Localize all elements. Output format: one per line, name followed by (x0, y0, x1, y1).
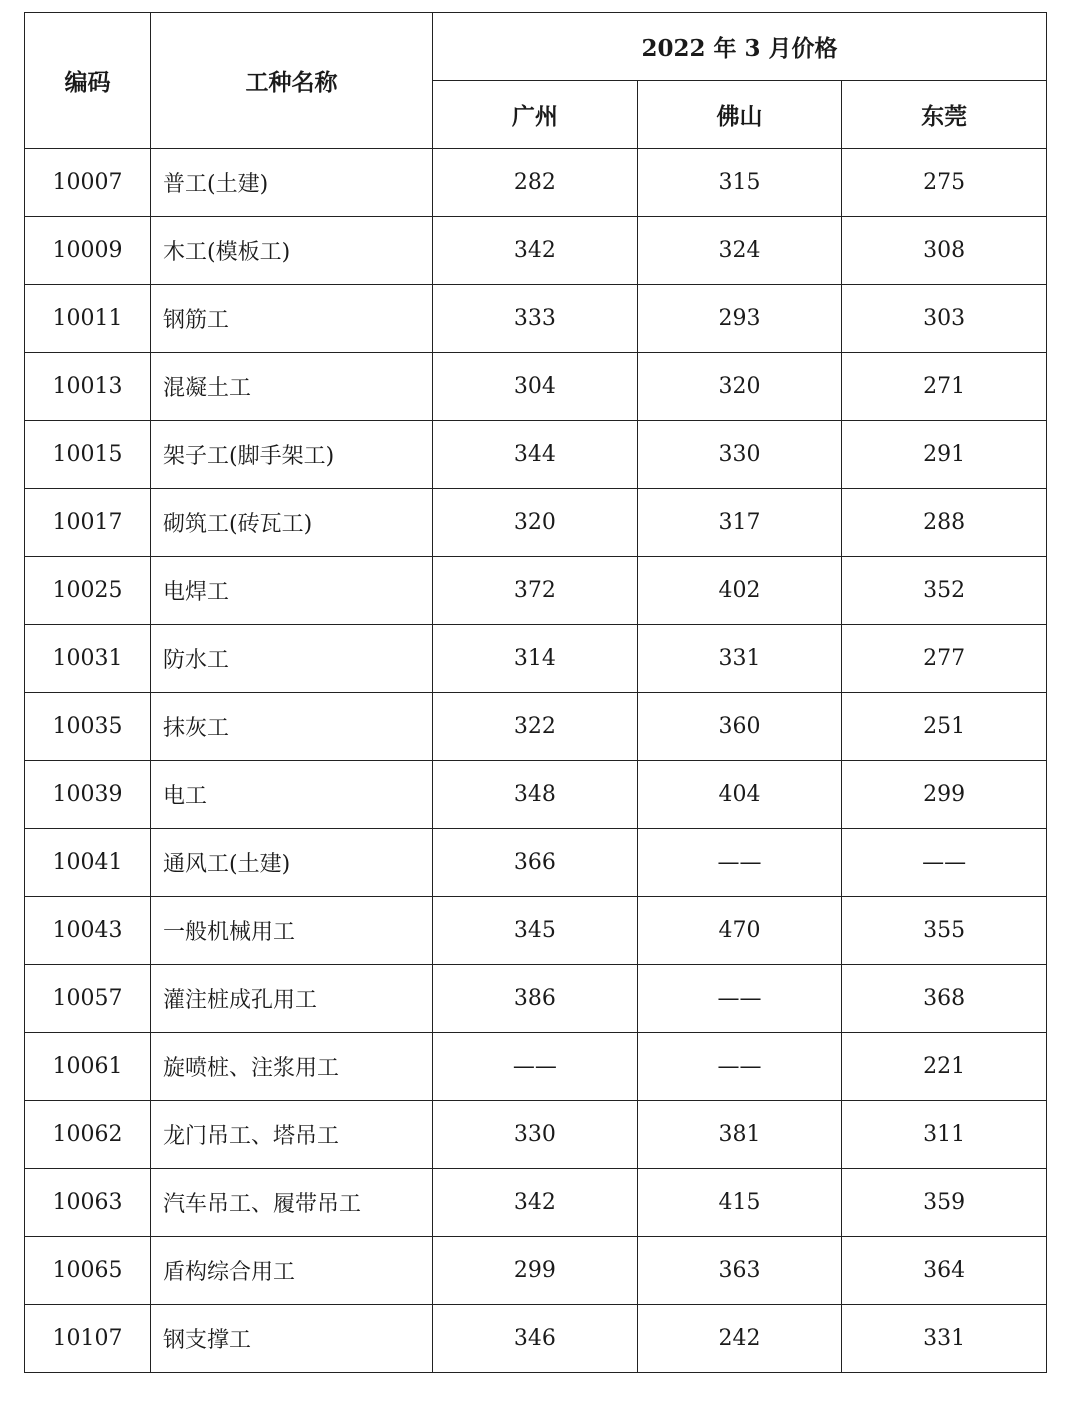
name-cell: 龙门吊工、塔吊工 (151, 1101, 433, 1169)
price-cell-foshan: 324 (637, 217, 842, 285)
price-cell-dongguan: 303 (842, 285, 1047, 353)
header-city-foshan: 佛山 (637, 81, 842, 149)
price-cell-foshan: 363 (637, 1237, 842, 1305)
price-cell-guangzhou: 344 (433, 421, 638, 489)
price-cell-foshan: 415 (637, 1169, 842, 1237)
table-row (25, 693, 1047, 761)
price-cell-foshan: 330 (637, 421, 842, 489)
name-cell: 普工(土建) (151, 149, 433, 217)
name-cell: 抹灰工 (151, 693, 433, 761)
table-row (25, 489, 1047, 557)
code-cell: 10031 (25, 625, 151, 693)
price-cell-guangzhou: 330 (433, 1101, 638, 1169)
name-cell: 钢支撑工 (151, 1305, 433, 1373)
table-row (25, 1169, 1047, 1237)
price-cell-dongguan: 299 (842, 761, 1047, 829)
name-cell: 电焊工 (151, 557, 433, 625)
table-row (25, 149, 1047, 217)
price-cell-dongguan: 331 (842, 1305, 1047, 1373)
header-name: 工种名称 (151, 13, 433, 149)
price-cell-dongguan: 291 (842, 421, 1047, 489)
price-cell-foshan: —— (637, 1033, 842, 1101)
header-period: 2022 年 3 月价格 (433, 13, 1047, 81)
code-cell: 10041 (25, 829, 151, 897)
name-cell: 砌筑工(砖瓦工) (151, 489, 433, 557)
price-cell-foshan: 360 (637, 693, 842, 761)
price-cell-foshan: —— (637, 965, 842, 1033)
price-cell-guangzhou: 282 (433, 149, 638, 217)
price-cell-dongguan: 308 (842, 217, 1047, 285)
price-cell-guangzhou: 304 (433, 353, 638, 421)
header-city-guangzhou: 广州 (433, 81, 638, 149)
price-cell-guangzhou: 348 (433, 761, 638, 829)
code-cell: 10062 (25, 1101, 151, 1169)
price-cell-dongguan: 288 (842, 489, 1047, 557)
code-cell: 10057 (25, 965, 151, 1033)
name-cell: 旋喷桩、注浆用工 (151, 1033, 433, 1101)
price-cell-dongguan: 359 (842, 1169, 1047, 1237)
name-cell: 盾构综合用工 (151, 1237, 433, 1305)
price-cell-guangzhou: 342 (433, 1169, 638, 1237)
price-cell-dongguan: 352 (842, 557, 1047, 625)
table-row (25, 1305, 1047, 1373)
price-cell-dongguan: 271 (842, 353, 1047, 421)
table-row (25, 625, 1047, 693)
table-row (25, 421, 1047, 489)
table-row (25, 217, 1047, 285)
name-cell: 汽车吊工、履带吊工 (151, 1169, 433, 1237)
price-cell-dongguan: 251 (842, 693, 1047, 761)
name-cell: 通风工(土建) (151, 829, 433, 897)
code-cell: 10011 (25, 285, 151, 353)
table-body (25, 149, 1047, 1373)
price-cell-foshan: 320 (637, 353, 842, 421)
price-cell-guangzhou: 314 (433, 625, 638, 693)
price-cell-guangzhou: 333 (433, 285, 638, 353)
table-row (25, 557, 1047, 625)
price-cell-dongguan: —— (842, 829, 1047, 897)
price-cell-dongguan: 364 (842, 1237, 1047, 1305)
code-cell: 10017 (25, 489, 151, 557)
code-cell: 10025 (25, 557, 151, 625)
price-cell-guangzhou: 345 (433, 897, 638, 965)
price-cell-foshan: —— (637, 829, 842, 897)
price-cell-foshan: 470 (637, 897, 842, 965)
price-cell-guangzhou: 320 (433, 489, 638, 557)
table-row (25, 829, 1047, 897)
price-cell-foshan: 315 (637, 149, 842, 217)
code-cell: 10007 (25, 149, 151, 217)
labor-price-table (24, 12, 1047, 1373)
price-cell-foshan: 381 (637, 1101, 842, 1169)
price-cell-foshan: 242 (637, 1305, 842, 1373)
code-cell: 10063 (25, 1169, 151, 1237)
price-cell-guangzhou: 342 (433, 217, 638, 285)
code-cell: 10061 (25, 1033, 151, 1101)
code-cell: 10009 (25, 217, 151, 285)
header-city-dongguan: 东莞 (842, 81, 1047, 149)
price-cell-foshan: 331 (637, 625, 842, 693)
code-cell: 10013 (25, 353, 151, 421)
price-cell-guangzhou: —— (433, 1033, 638, 1101)
name-cell: 防水工 (151, 625, 433, 693)
table-header (25, 13, 1047, 149)
name-cell: 混凝土工 (151, 353, 433, 421)
table-row (25, 285, 1047, 353)
table-row (25, 1101, 1047, 1169)
price-cell-guangzhou: 366 (433, 829, 638, 897)
table-row (25, 1033, 1047, 1101)
name-cell: 架子工(脚手架工) (151, 421, 433, 489)
name-cell: 一般机械用工 (151, 897, 433, 965)
price-cell-dongguan: 311 (842, 1101, 1047, 1169)
price-cell-guangzhou: 299 (433, 1237, 638, 1305)
code-cell: 10043 (25, 897, 151, 965)
code-cell: 10035 (25, 693, 151, 761)
code-cell: 10015 (25, 421, 151, 489)
table-row (25, 1237, 1047, 1305)
code-cell: 10039 (25, 761, 151, 829)
price-cell-guangzhou: 346 (433, 1305, 638, 1373)
name-cell: 木工(模板工) (151, 217, 433, 285)
table-row (25, 897, 1047, 965)
price-cell-dongguan: 275 (842, 149, 1047, 217)
table-row (25, 965, 1047, 1033)
price-cell-dongguan: 221 (842, 1033, 1047, 1101)
table-row (25, 761, 1047, 829)
price-cell-guangzhou: 386 (433, 965, 638, 1033)
price-cell-dongguan: 355 (842, 897, 1047, 965)
name-cell: 电工 (151, 761, 433, 829)
price-cell-foshan: 404 (637, 761, 842, 829)
price-cell-foshan: 317 (637, 489, 842, 557)
price-cell-guangzhou: 372 (433, 557, 638, 625)
price-cell-dongguan: 368 (842, 965, 1047, 1033)
header-code: 编码 (25, 13, 151, 149)
price-cell-foshan: 293 (637, 285, 842, 353)
price-cell-dongguan: 277 (842, 625, 1047, 693)
price-cell-foshan: 402 (637, 557, 842, 625)
name-cell: 灌注桩成孔用工 (151, 965, 433, 1033)
code-cell: 10065 (25, 1237, 151, 1305)
price-cell-guangzhou: 322 (433, 693, 638, 761)
code-cell: 10107 (25, 1305, 151, 1373)
table-row (25, 353, 1047, 421)
name-cell: 钢筋工 (151, 285, 433, 353)
